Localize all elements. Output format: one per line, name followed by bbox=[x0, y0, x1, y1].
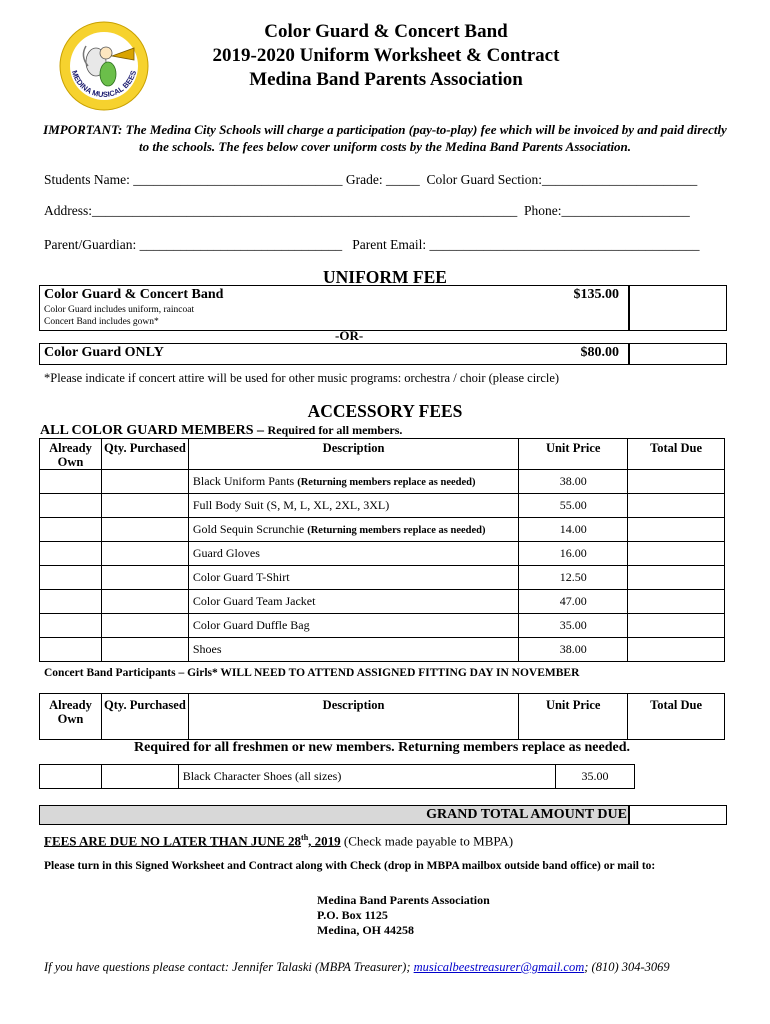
total-due-cell[interactable] bbox=[628, 518, 725, 542]
total-due-cell[interactable] bbox=[628, 542, 725, 566]
item-unit-price: 47.00 bbox=[519, 590, 628, 614]
qty-cell[interactable] bbox=[101, 566, 188, 590]
fee-option-cg-checkbox[interactable] bbox=[628, 343, 727, 365]
col-already-own: Already Own bbox=[40, 694, 102, 740]
item-name: Color Guard Team Jacket bbox=[192, 594, 316, 608]
already-own-cell[interactable] bbox=[40, 590, 102, 614]
item-unit-price: 16.00 bbox=[519, 542, 628, 566]
col-already-own: Already Own bbox=[40, 439, 102, 470]
due-date-year: , 2019 bbox=[308, 833, 341, 849]
qty-cell[interactable] bbox=[101, 542, 188, 566]
already-own-cell[interactable] bbox=[40, 542, 102, 566]
contact-prefix: If you have questions please contact: Jennifer Talaski (MBPA Treasurer); bbox=[44, 960, 414, 974]
due-date-rest: (Check made payable to MBPA) bbox=[340, 833, 514, 849]
col-unit-price: Unit Price bbox=[519, 439, 628, 470]
color-guard-members-title: ALL COLOR GUARD MEMBERS – bbox=[40, 423, 265, 438]
concert-band-header-table bbox=[39, 693, 725, 740]
address-line-2: P.O. Box 1125 bbox=[317, 908, 388, 922]
total-due-cell[interactable] bbox=[628, 614, 725, 638]
due-date-sup: th bbox=[301, 833, 309, 842]
contact-email-link[interactable]: musicalbeestreasurer@gmail.com bbox=[413, 960, 585, 974]
col-total-due: Total Due bbox=[628, 694, 725, 740]
fee-option-cg-price: $80.00 bbox=[580, 345, 619, 360]
item-name: Color Guard T-Shirt bbox=[192, 570, 290, 584]
page-title bbox=[160, 20, 612, 92]
item-note: (Returning members replace as needed) bbox=[307, 525, 486, 536]
already-own-cell[interactable] bbox=[40, 638, 102, 662]
item-unit-price: 38.00 bbox=[519, 638, 628, 662]
uniform-fee-heading: UNIFORM FEE bbox=[323, 267, 447, 287]
qty-cell[interactable] bbox=[101, 470, 188, 494]
total-due-cell[interactable] bbox=[628, 566, 725, 590]
item-name: Color Guard Duffle Bag bbox=[192, 618, 310, 632]
item-description bbox=[188, 518, 518, 542]
total-due-cell[interactable] bbox=[628, 590, 725, 614]
table-row bbox=[40, 765, 635, 789]
qty-cell[interactable] bbox=[101, 494, 188, 518]
fee-option-full-note-2: Concert Band includes gown* bbox=[44, 317, 159, 327]
item-unit-price: 35.00 bbox=[556, 765, 635, 789]
total-due-cell[interactable] bbox=[628, 638, 725, 662]
grand-total-label: GRAND TOTAL AMOUNT DUE bbox=[426, 807, 627, 822]
important-notice: IMPORTANT: The Medina City Schools will charge a participation (pay-to-play) fee which will be invoiced by and paid directly to the schools. The fees below cover uniform costs by the Medina Band Parents Association. bbox=[43, 122, 727, 154]
total-due-cell[interactable] bbox=[628, 470, 725, 494]
col-total-due: Total Due bbox=[628, 439, 725, 470]
qty-cell[interactable] bbox=[101, 638, 188, 662]
item-description bbox=[188, 590, 518, 614]
address-line-3: Medina, OH 44258 bbox=[317, 923, 415, 937]
table-row bbox=[40, 470, 725, 494]
address-line-1: Medina Band Parents Association bbox=[317, 893, 490, 907]
turn-in-instructions: Please turn in this Signed Worksheet and Contract along with Check (drop in MBPA mailbox outside band office) or mail to: bbox=[44, 860, 656, 872]
parent-info-line[interactable]: Parent/Guardian: ______________________________ Parent Email: ________________________________________ bbox=[44, 237, 700, 252]
qty-cell[interactable] bbox=[101, 590, 188, 614]
item-description: Black Character Shoes (all sizes) bbox=[178, 765, 555, 789]
already-own-cell[interactable] bbox=[40, 614, 102, 638]
item-name: Gold Sequin Scrunchie bbox=[192, 522, 305, 536]
item-name: Guard Gloves bbox=[192, 546, 260, 560]
item-name: Shoes bbox=[192, 642, 222, 656]
total-due-cell[interactable] bbox=[628, 494, 725, 518]
contact-line bbox=[44, 960, 670, 975]
table-row bbox=[40, 590, 725, 614]
item-description bbox=[188, 638, 518, 662]
already-own-cell[interactable] bbox=[40, 765, 102, 789]
fee-option-cg-box bbox=[39, 343, 630, 365]
already-own-cell[interactable] bbox=[40, 518, 102, 542]
mailing-address bbox=[317, 893, 490, 938]
qty-cell[interactable] bbox=[101, 518, 188, 542]
table-header-row bbox=[40, 694, 725, 740]
student-info-line[interactable]: Students Name: _______________________________ Grade: _____ Color Guard Section:_______________________ bbox=[44, 172, 698, 187]
item-name: Full Body Suit (S, M, L, XL, 2XL, 3XL) bbox=[192, 498, 390, 512]
title-line-3: Medina Band Parents Association bbox=[249, 69, 523, 90]
color-guard-members-required: Required for all members. bbox=[267, 423, 403, 437]
item-description bbox=[188, 494, 518, 518]
item-unit-price: 35.00 bbox=[519, 614, 628, 638]
concert-attire-note: *Please indicate if concert attire will be used for other music programs: orchestra / choir (please circle) bbox=[44, 371, 560, 385]
item-description bbox=[188, 470, 518, 494]
col-description: Description bbox=[188, 694, 518, 740]
item-unit-price: 14.00 bbox=[519, 518, 628, 542]
table-row bbox=[40, 494, 725, 518]
fee-option-full-checkbox[interactable] bbox=[628, 285, 727, 331]
table-row bbox=[40, 542, 725, 566]
fee-option-cg-label: Color Guard ONLY bbox=[44, 345, 164, 360]
color-guard-accessory-table bbox=[39, 438, 725, 662]
item-name: Black Uniform Pants bbox=[192, 474, 295, 488]
table-row bbox=[40, 518, 725, 542]
or-separator: -OR- bbox=[335, 328, 364, 343]
medina-musical-bees-logo bbox=[58, 20, 150, 112]
item-unit-price: 12.50 bbox=[519, 566, 628, 590]
qty-cell[interactable] bbox=[101, 765, 178, 789]
band-required-note: Required for all freshmen or new members. Returning members replace as needed. bbox=[133, 740, 631, 755]
already-own-cell[interactable] bbox=[40, 470, 102, 494]
col-description: Description bbox=[188, 439, 518, 470]
table-header-row bbox=[40, 439, 725, 470]
logo-text: MEDINA MUSICAL BEES bbox=[69, 69, 139, 100]
col-qty-purchased: Qty. Purchased bbox=[101, 694, 188, 740]
color-guard-members-heading bbox=[40, 423, 402, 439]
table-row bbox=[40, 638, 725, 662]
item-note: (Returning members replace as needed) bbox=[297, 477, 476, 488]
qty-cell[interactable] bbox=[101, 614, 188, 638]
col-qty-purchased: Qty. Purchased bbox=[101, 439, 188, 470]
table-row bbox=[40, 614, 725, 638]
item-description bbox=[188, 614, 518, 638]
item-unit-price: 55.00 bbox=[519, 494, 628, 518]
item-description bbox=[188, 566, 518, 590]
accessory-fees-heading: ACCESSORY FEES bbox=[307, 401, 463, 421]
fee-option-full-price: $135.00 bbox=[573, 287, 619, 302]
contact-suffix: ; (810) 304-3069 bbox=[584, 960, 670, 974]
item-description bbox=[188, 542, 518, 566]
due-date-line bbox=[44, 833, 513, 849]
col-unit-price: Unit Price bbox=[519, 694, 628, 740]
already-own-cell[interactable] bbox=[40, 494, 102, 518]
concert-band-item-table bbox=[39, 764, 635, 789]
fee-option-full-label: Color Guard & Concert Band bbox=[44, 287, 224, 302]
due-date-text: FEES ARE DUE NO LATER THAN JUNE 28 bbox=[44, 833, 302, 849]
table-row bbox=[40, 566, 725, 590]
title-line-2: 2019-2020 Uniform Worksheet & Contract bbox=[212, 45, 560, 66]
fee-option-full-box bbox=[39, 285, 630, 331]
already-own-cell[interactable] bbox=[40, 566, 102, 590]
concert-band-heading: Concert Band Participants – Girls* WILL NEED TO ATTEND ASSIGNED FITTING DAY IN NOVEMBER bbox=[44, 667, 580, 679]
address-phone-line[interactable]: Address:_______________________________________________________________ Phone:___________________ bbox=[44, 203, 690, 218]
grand-total-box bbox=[39, 805, 630, 825]
grand-total-amount-cell[interactable] bbox=[628, 805, 727, 825]
fee-option-full-note-1: Color Guard includes uniform, raincoat bbox=[44, 305, 195, 315]
item-unit-price: 38.00 bbox=[519, 470, 628, 494]
title-line-1: Color Guard & Concert Band bbox=[264, 21, 508, 42]
